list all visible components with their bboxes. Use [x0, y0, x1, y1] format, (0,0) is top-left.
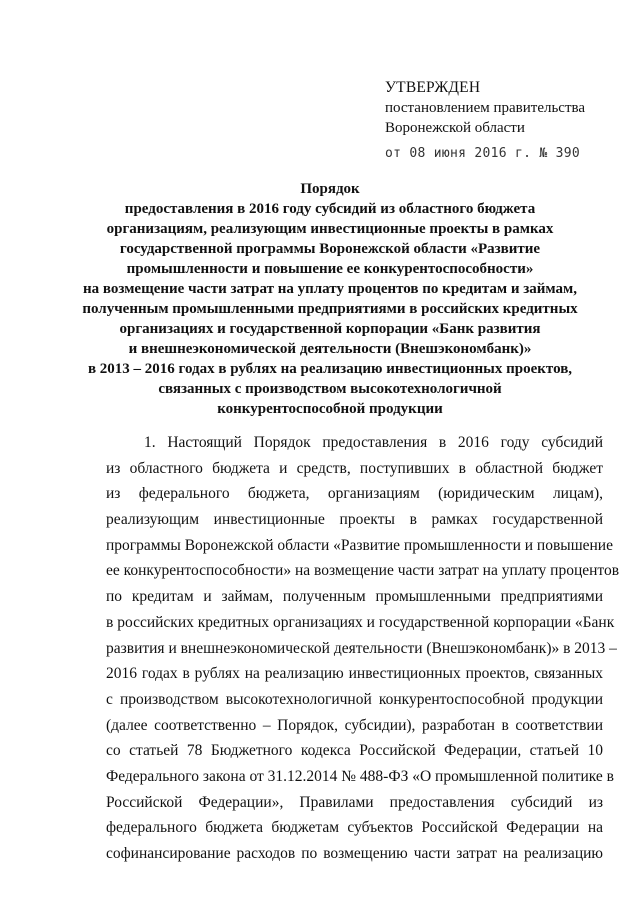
- paragraph-line: (далее соответственно – Порядок, субсидии), разработан в соответствии: [106, 716, 603, 734]
- heading-line: на возмещение части затрат на уплату процентов по кредитам и займам,: [82, 281, 578, 297]
- document-heading: [80, 179, 580, 419]
- paragraph-line: с производством высокотехнологичной конкурентоспособной продукции: [106, 690, 603, 708]
- paragraph-line: в российских кредитных организациях и государственной корпорации «Банк: [106, 613, 615, 631]
- paragraph-1: [106, 430, 620, 867]
- approval-line-1: постановлением правительства: [385, 100, 586, 116]
- paragraph-line: Федерального закона от 31.12.2014 № 488-ФЗ «О промышленной политике в: [106, 767, 614, 785]
- heading-line: организациях и государственной корпорации «Банк развития: [119, 321, 541, 337]
- heading-line: конкурентоспособной продукции: [217, 401, 443, 417]
- paragraph-line: из областного бюджета и средств, поступивших в областной бюджет: [106, 459, 603, 477]
- paragraph-line: софинансирование расходов по возмещению части затрат на реализацию: [106, 845, 603, 862]
- paragraph-line: из федерального бюджета, организациям (юридическим лицам),: [106, 485, 603, 503]
- paragraph-line: 1. Настоящий Порядок предоставления в 2016 году субсидий: [144, 434, 603, 451]
- heading-line: в 2013 – 2016 годах в рублях на реализацию инвестиционных проектов,: [87, 361, 573, 377]
- approval-date: от 08 июня 2016 г. № 390: [385, 146, 581, 161]
- paragraph-line: ее конкурентоспособности» на возмещение части затрат на уплату процентов: [106, 562, 620, 580]
- heading-line: полученным промышленными предприятиями в российских кредитных: [82, 301, 578, 317]
- heading-line: государственной программы Воронежской области «Развитие: [119, 241, 541, 257]
- heading-title: Порядок: [300, 181, 360, 197]
- paragraph-line: Российской Федерации», Правилами предоставления субсидий из: [106, 793, 603, 811]
- paragraph-line: программы Воронежской области «Развитие промышленности и повышение: [106, 536, 613, 554]
- paragraph-line: по кредитам и займам, полученным промышленными предприятиями: [106, 588, 603, 606]
- paragraph-line: федерального бюджета бюджетам субъектов Российской Федерации на: [106, 819, 603, 837]
- heading-line: предоставления в 2016 году субсидий из областного бюджета: [124, 201, 536, 217]
- paragraph-line: 2016 годах в рублях на реализацию инвестиционных проектов, связанных: [106, 665, 603, 683]
- paragraph-line: развития и внешнеэкономической деятельности (Внешэкономбанк)» в 2013 –: [106, 639, 617, 657]
- heading-line: организациям, реализующим инвестиционные проекты в рамках: [106, 221, 554, 237]
- heading-line: связанных с производством высокотехнологичной: [158, 381, 502, 397]
- heading-line: и внешнеэкономической деятельности (Внешэкономбанк)»: [128, 341, 532, 357]
- approval-title: УТВЕРЖДЕН: [385, 79, 481, 96]
- approval-block: [385, 78, 585, 164]
- paragraph-line: реализующим инвестиционные проекты в рамках государственной: [106, 511, 603, 529]
- approval-line-2: Воронежской области: [385, 120, 525, 136]
- paragraph-line: со статьей 78 Бюджетного кодекса Российской Федерации, статьей 10: [106, 742, 603, 760]
- heading-line: промышленности и повышение ее конкурентоспособности»: [126, 261, 534, 277]
